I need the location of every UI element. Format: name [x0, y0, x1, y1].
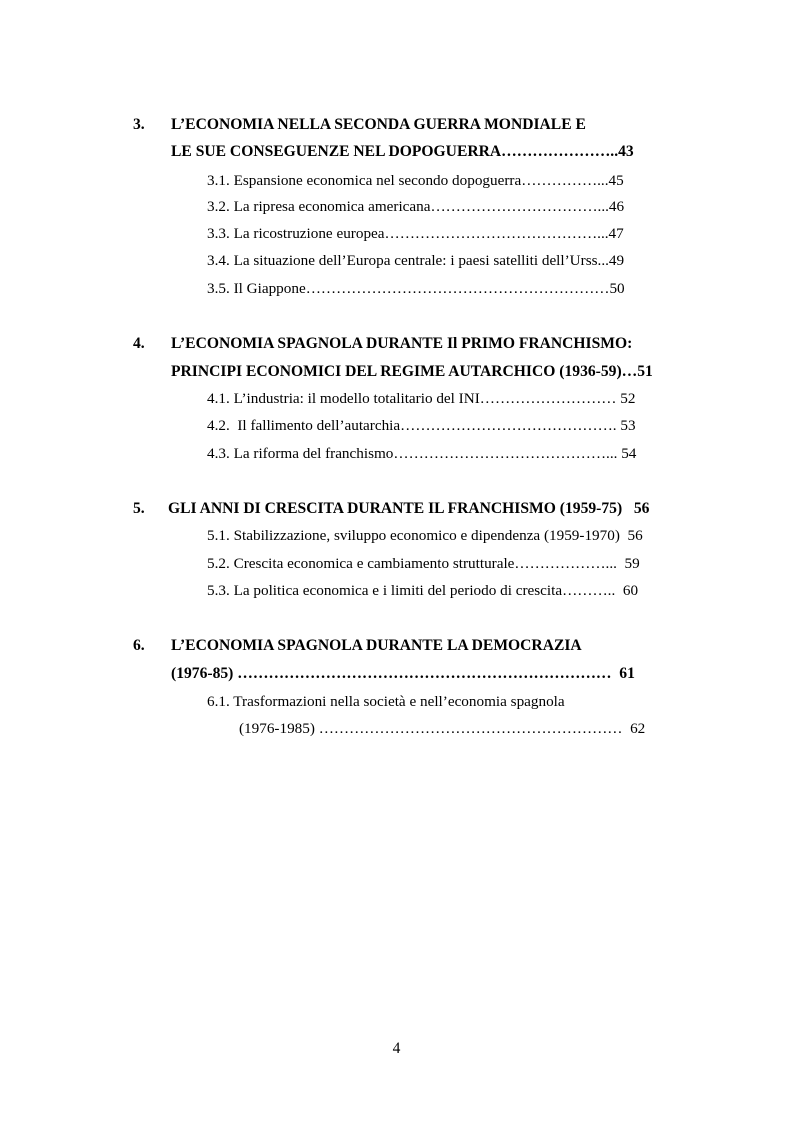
section-heading: (1976-85) ……………………………………………………………… 61 [171, 665, 635, 682]
toc-entry: 3.5. Il Giappone……………………………………………………50 [207, 280, 625, 297]
toc-entry: 4.3. La riforma del franchismo……………………………………... 54 [207, 445, 637, 462]
section-heading: L’ECONOMIA SPAGNOLA DURANTE Il PRIMO FRANCHISMO: [171, 335, 633, 352]
toc-entry: 5.2. Crescita economica e cambiamento strutturale………………... 59 [207, 555, 640, 572]
toc-entry: 3.3. La ricostruzione europea……………………………………...47 [207, 225, 624, 242]
section-number: 4. [133, 335, 145, 352]
toc-entry: 5.3. La politica economica e i limiti del periodo di crescita……….. 60 [207, 582, 639, 599]
section-heading: L’ECONOMIA NELLA SECONDA GUERRA MONDIALE E [171, 116, 586, 133]
section-heading: LE SUE CONSEGUENZE NEL DOPOGUERRA…………………..43 [171, 143, 634, 160]
section-heading: L’ECONOMIA SPAGNOLA DURANTE LA DEMOCRAZIA [171, 637, 582, 654]
toc-entry: 3.1. Espansione economica nel secondo dopoguerra……………...45 [207, 172, 624, 189]
toc-entry: 3.4. La situazione dell’Europa centrale: i paesi satelliti dell’Urss...49 [207, 252, 625, 269]
page-number: 4 [392, 1040, 401, 1057]
toc-entry: 4.2. Il fallimento dell’autarchia……………………………………. 53 [207, 417, 636, 434]
section-number: 3. [133, 116, 145, 133]
section-number: 5. [133, 500, 145, 517]
toc-entry: 6.1. Trasformazioni nella società e nell’economia spagnola [207, 693, 565, 710]
section-heading: GLI ANNI DI CRESCITA DURANTE IL FRANCHISMO (1959-75) 56 [168, 500, 650, 517]
section-number: 6. [133, 637, 145, 654]
section-heading: PRINCIPI ECONOMICI DEL REGIME AUTARCHICO (1936-59)…51 [171, 363, 653, 380]
toc-entry: (1976-1985) …………………………………………………… 62 [239, 720, 646, 737]
toc-entry: 5.1. Stabilizzazione, sviluppo economico e dipendenza (1959-1970) 56 [207, 527, 643, 544]
toc-entry: 3.2. La ripresa economica americana……………………………...46 [207, 198, 625, 215]
toc-entry: 4.1. L’industria: il modello totalitario del INI……………………… 52 [207, 390, 636, 407]
